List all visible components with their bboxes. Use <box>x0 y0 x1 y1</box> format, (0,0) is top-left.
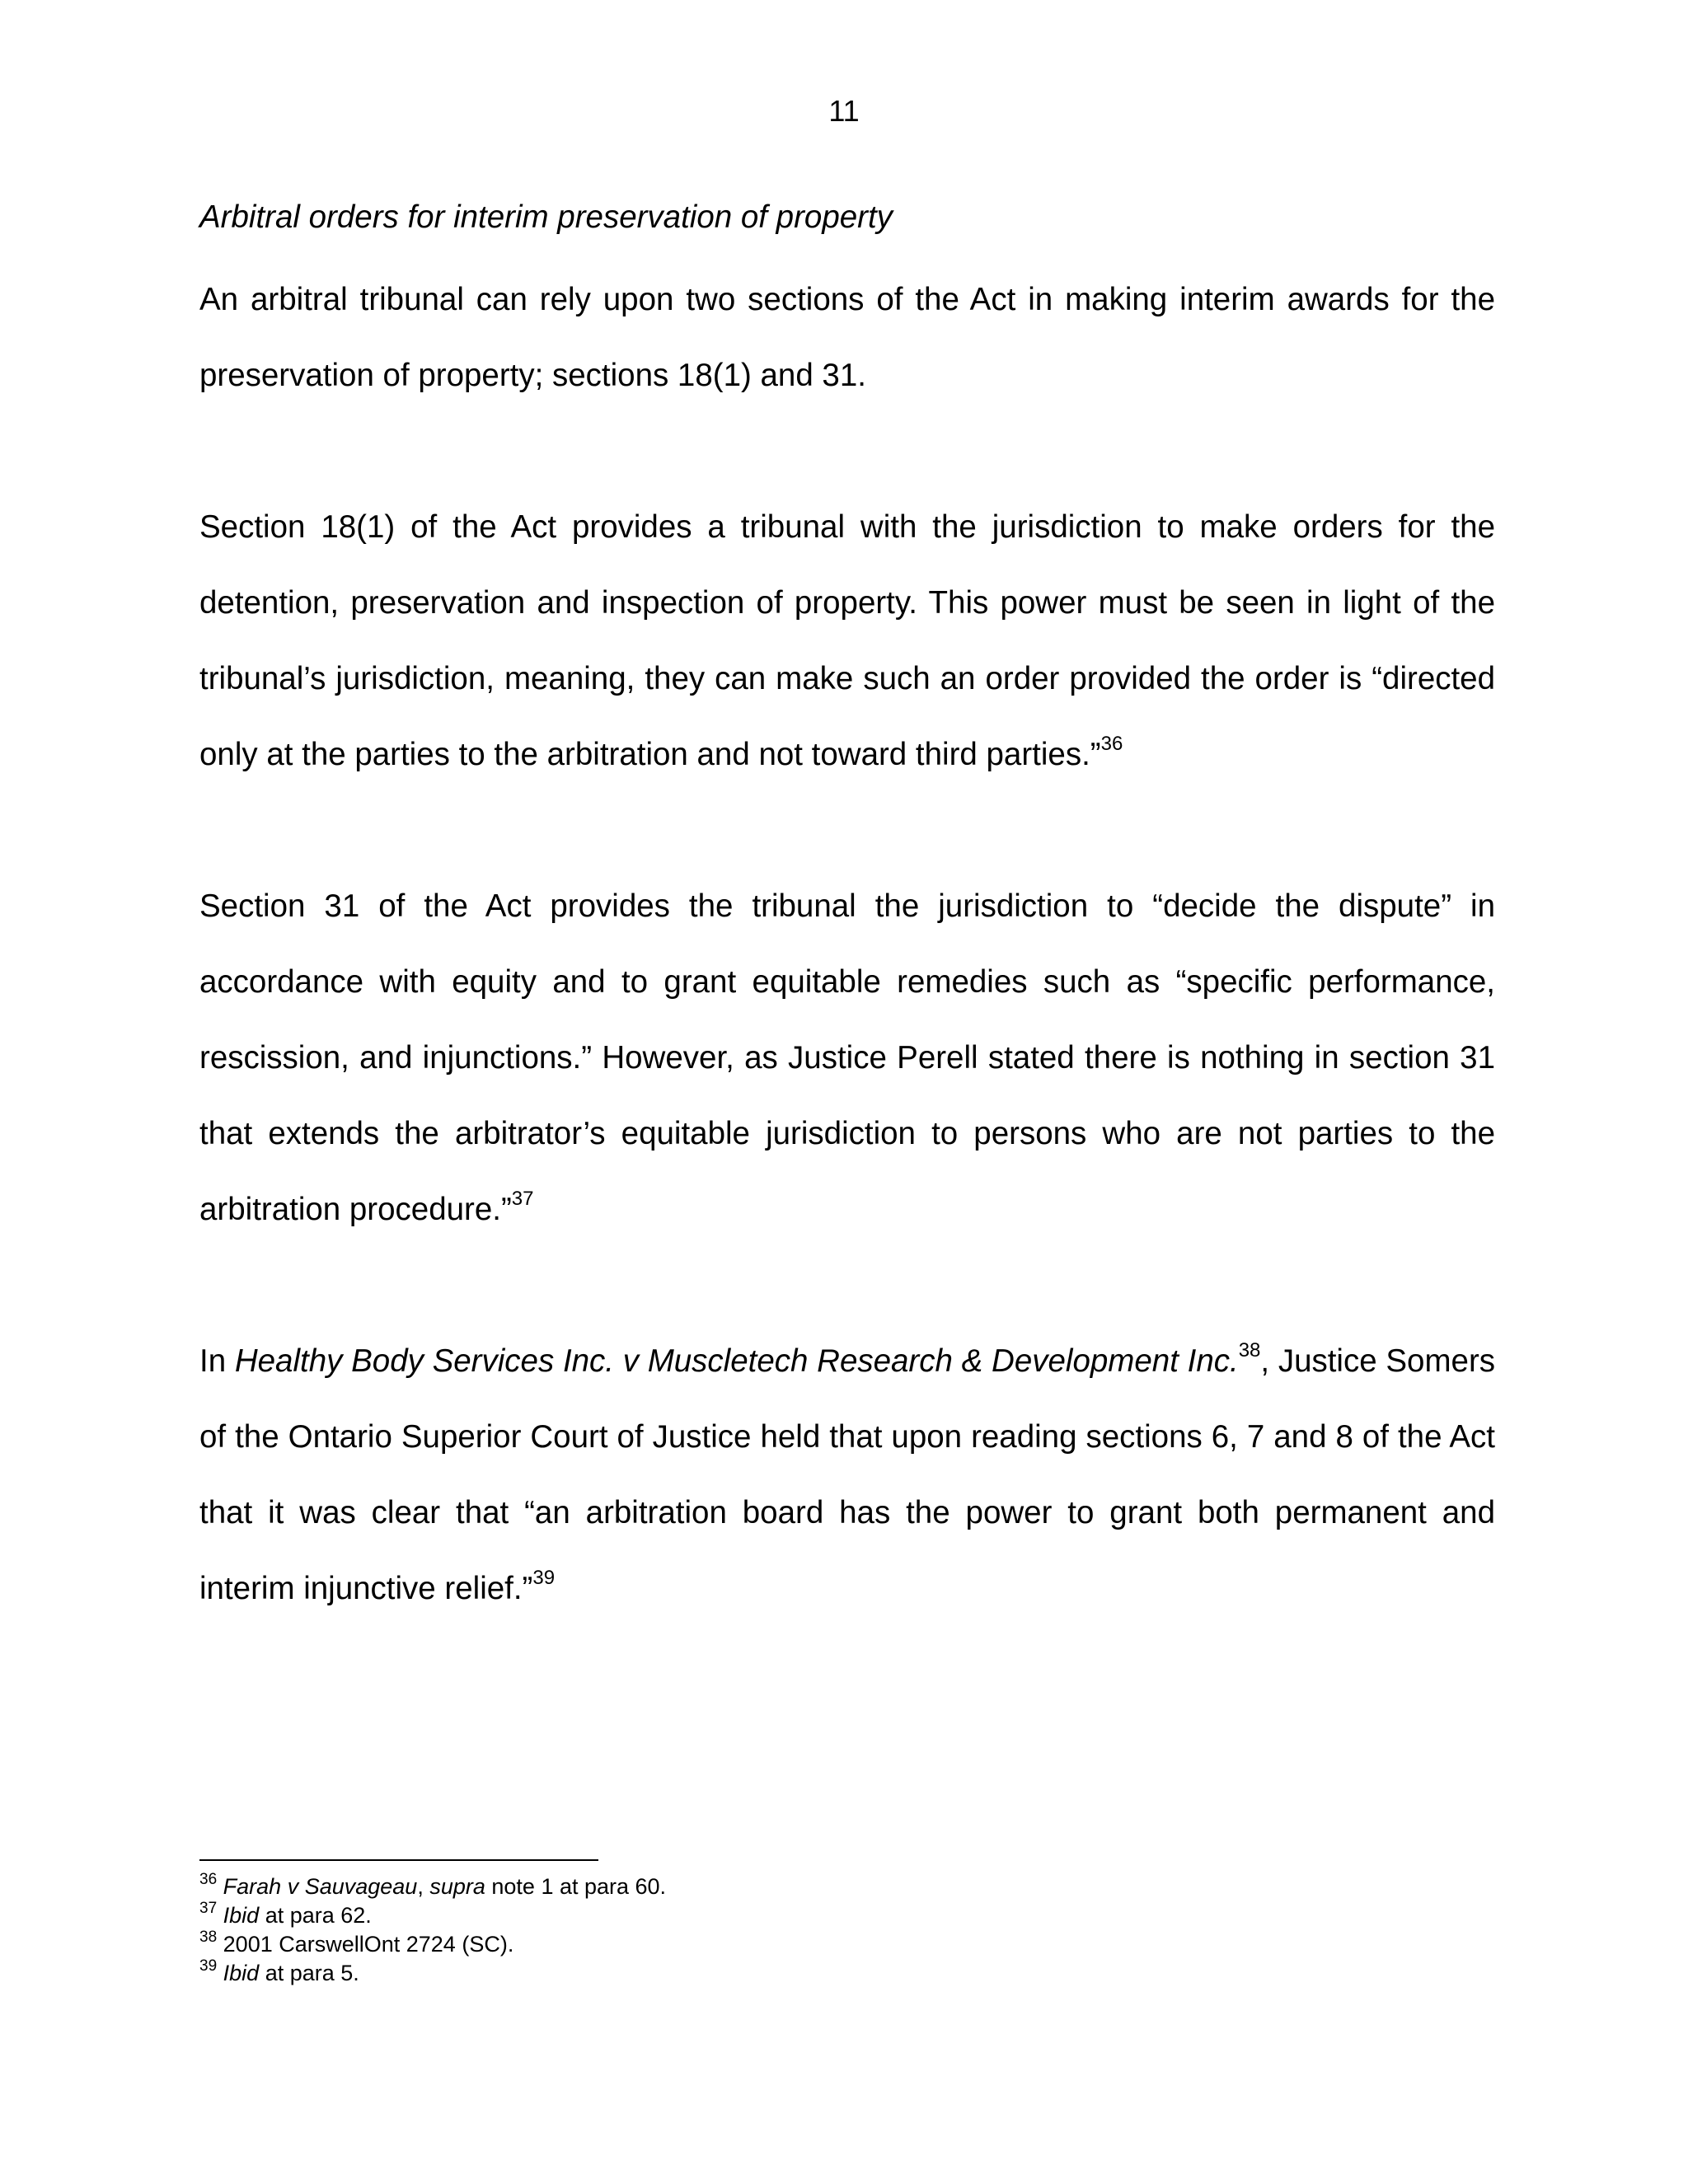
footnote-39 <box>199 1959 1495 1988</box>
paragraph-3-text: Section 31 of the Act provides the tribunal the jurisdiction to “decide the dispute” in accordance with equity and to grant equitable remedies such as “specific performance, rescission, and injunctions.” However, as Justice Perell stated there is nothing in section 31 that extends the arbitrator’s equitable jurisdiction to persons who are not parties to the arbitration procedure.” <box>199 888 1495 1227</box>
section-heading: Arbitral orders for interim preservation of property <box>199 199 893 235</box>
paragraph-2 <box>199 490 1495 793</box>
footnote-ref-37[interactable]: 37 <box>511 1188 534 1211</box>
footnote-ref-36[interactable]: 36 <box>1100 733 1123 756</box>
footnote-37 <box>199 1901 1495 1930</box>
footnote-number: 36 <box>199 1871 218 1888</box>
footnote-text: note 1 at para 60. <box>485 1874 667 1899</box>
case-name: Healthy Body Services Inc. v Muscletech Research & Development Inc. <box>234 1343 1239 1379</box>
footnote-text: 2001 CarswellOnt 2724 (SC). <box>223 1932 514 1957</box>
footnote-number: 39 <box>199 1957 218 1975</box>
footnote-number: 38 <box>199 1929 218 1946</box>
footnote-text: at para 62. <box>259 1903 372 1928</box>
paragraph-1: An arbitral tribunal can rely upon two sections of the Act in making interim awards for the preservation of property; sections 18(1) and 31. <box>199 282 1495 393</box>
footnote-ref-39[interactable]: 39 <box>532 1567 556 1590</box>
paragraph-2-text: Section 18(1) of the Act provides a tribunal with the jurisdiction to make orders for the detention, preservation and inspection of property. This power must be seen in light of the tribunal’s jurisdiction, meaning, they can make such an order provided the order is “directed only at the parties to the arbitration and not toward third parties.” <box>199 509 1495 772</box>
paragraph-4-text: , Justice Somers of the Ontario Superior Court of Justice held that upon reading sections 6, 7 and 8 of the Act that it was clear that “an arbitration board has the power to grant both permanent and interim injunctive relief.” <box>199 1343 1496 1606</box>
paragraph-4-lead: In <box>199 1343 235 1379</box>
page-number: 11 <box>828 94 860 128</box>
document-body <box>199 194 1495 1703</box>
footnote-ref-38[interactable]: 38 <box>1238 1339 1261 1362</box>
footnote-supra: supra <box>429 1874 485 1899</box>
paragraph-3 <box>199 869 1495 1248</box>
footnote-ibid: Ibid <box>223 1903 260 1928</box>
footnote-text: at para 5. <box>259 1961 359 1985</box>
footnote-case: Farah v Sauvageau <box>223 1874 418 1899</box>
paragraph-4 <box>199 1324 1495 1627</box>
footnote-ibid: Ibid <box>223 1961 260 1985</box>
footnote-separator <box>199 1859 598 1861</box>
footnotes <box>199 1872 1495 1988</box>
footnote-number: 37 <box>199 1900 218 1917</box>
footnote-38 <box>199 1930 1495 1959</box>
footnote-sep: , <box>417 1874 430 1899</box>
footnote-36 <box>199 1872 1495 1901</box>
